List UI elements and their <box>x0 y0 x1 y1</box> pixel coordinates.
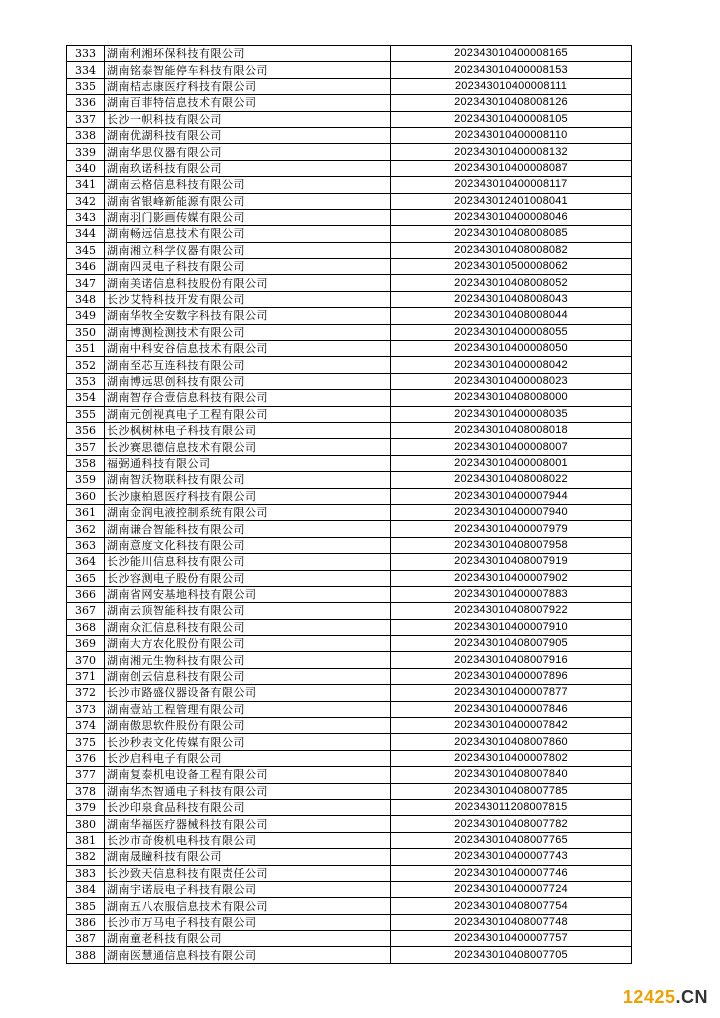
registry-table-body <box>67 46 632 964</box>
row-number: 360 <box>67 488 105 504</box>
company-name: 长沙赛思德信息技术有限公司 <box>105 439 391 455</box>
table-row <box>67 570 632 586</box>
registration-code: 202343010408008022 <box>391 472 632 488</box>
registration-code: 202343010408008000 <box>391 390 632 406</box>
registration-code: 202343012401008041 <box>391 193 632 209</box>
row-number: 354 <box>67 390 105 406</box>
row-number: 348 <box>67 291 105 307</box>
table-row <box>67 636 632 652</box>
row-number: 376 <box>67 750 105 766</box>
watermark-number: 12425 <box>622 987 676 1007</box>
company-name: 长沙印泉食品科技有限公司 <box>105 799 391 815</box>
registration-code: 202343010408008044 <box>391 308 632 324</box>
company-name: 湖南省银峰新能源有限公司 <box>105 193 391 209</box>
row-number: 386 <box>67 914 105 930</box>
row-number: 336 <box>67 95 105 111</box>
registration-code: 202343010500008062 <box>391 259 632 275</box>
registration-code: 202343010400007896 <box>391 668 632 684</box>
company-name: 长沙市奇俊机电科技有限公司 <box>105 832 391 848</box>
registration-code: 202343011208007815 <box>391 799 632 815</box>
registration-code: 202343010400008055 <box>391 324 632 340</box>
company-name: 湖南美诺信息科技股份有限公司 <box>105 275 391 291</box>
company-name: 湖南众汇信息科技有限公司 <box>105 619 391 635</box>
row-number: 344 <box>67 226 105 242</box>
table-row <box>67 816 632 832</box>
table-row <box>67 783 632 799</box>
company-name: 长沙艾特科技开发有限公司 <box>105 291 391 307</box>
row-number: 374 <box>67 718 105 734</box>
table-row <box>67 291 632 307</box>
table-row <box>67 422 632 438</box>
company-name: 湖南中科安谷信息技术有限公司 <box>105 341 391 357</box>
table-row <box>67 881 632 897</box>
table-row <box>67 603 632 619</box>
table-row <box>67 373 632 389</box>
registration-code: 202343010400008165 <box>391 46 632 62</box>
table-row <box>67 718 632 734</box>
table-row <box>67 947 632 963</box>
row-number: 339 <box>67 144 105 160</box>
registration-code: 202343010400007802 <box>391 750 632 766</box>
registration-code: 202343010408007905 <box>391 636 632 652</box>
row-number: 378 <box>67 783 105 799</box>
company-name: 湖南傲思软件股份有限公司 <box>105 718 391 734</box>
company-name: 湖南金润电液控制系统有限公司 <box>105 504 391 520</box>
company-name: 长沙市路盛仪器设备有限公司 <box>105 685 391 701</box>
company-name: 湖南医慧通信息科技有限公司 <box>105 947 391 963</box>
row-number: 359 <box>67 472 105 488</box>
table-row <box>67 799 632 815</box>
table-row <box>67 160 632 176</box>
company-name: 湖南华牧全安数字科技有限公司 <box>105 308 391 324</box>
table-row <box>67 521 632 537</box>
company-name: 湖南晟瞳科技有限公司 <box>105 849 391 865</box>
row-number: 373 <box>67 701 105 717</box>
company-name: 湖南大方农化股份有限公司 <box>105 636 391 652</box>
table-row <box>67 226 632 242</box>
registration-code: 202343010400008046 <box>391 209 632 225</box>
row-number: 356 <box>67 422 105 438</box>
registration-code: 202343010408007782 <box>391 816 632 832</box>
registration-code: 202343010400008110 <box>391 127 632 143</box>
table-row <box>67 849 632 865</box>
row-number: 383 <box>67 865 105 881</box>
company-name: 湖南至芯互连科技有限公司 <box>105 357 391 373</box>
company-name: 湖南羽门影画传媒有限公司 <box>105 209 391 225</box>
row-number: 385 <box>67 898 105 914</box>
company-name: 湖南百菲特信息技术有限公司 <box>105 95 391 111</box>
company-name: 湖南创云信息科技有限公司 <box>105 668 391 684</box>
table-row <box>67 832 632 848</box>
table-row <box>67 865 632 881</box>
company-name: 湖南云格信息科技有限公司 <box>105 177 391 193</box>
registration-code: 202343010408008082 <box>391 242 632 258</box>
row-number: 351 <box>67 341 105 357</box>
registration-code: 202343010408008018 <box>391 422 632 438</box>
table-row <box>67 898 632 914</box>
registration-code: 202343010400007877 <box>391 685 632 701</box>
table-row <box>67 111 632 127</box>
company-name: 湖南玖诺科技有限公司 <box>105 160 391 176</box>
company-name: 湖南利湘环保科技有限公司 <box>105 46 391 62</box>
table-row <box>67 472 632 488</box>
watermark-dot: . <box>675 987 681 1007</box>
registration-code: 202343010408007958 <box>391 537 632 553</box>
row-number: 337 <box>67 111 105 127</box>
company-name: 湖南意度文化科技有限公司 <box>105 537 391 553</box>
row-number: 355 <box>67 406 105 422</box>
table-row <box>67 62 632 78</box>
table-row <box>67 767 632 783</box>
registration-code: 202343010408008043 <box>391 291 632 307</box>
company-name: 长沙一帜科技有限公司 <box>105 111 391 127</box>
registration-code: 202343010408007748 <box>391 914 632 930</box>
registration-code: 202343010400007757 <box>391 931 632 947</box>
table-row <box>67 390 632 406</box>
table-row <box>67 95 632 111</box>
table-row <box>67 701 632 717</box>
row-number: 388 <box>67 947 105 963</box>
company-name: 长沙枫树林电子科技有限公司 <box>105 422 391 438</box>
company-name: 湖南壹站工程管理有限公司 <box>105 701 391 717</box>
company-name: 湖南华福医疗器械科技有限公司 <box>105 816 391 832</box>
row-number: 384 <box>67 881 105 897</box>
registration-code: 202343010400008050 <box>391 341 632 357</box>
row-number: 362 <box>67 521 105 537</box>
registration-code: 202343010408007919 <box>391 554 632 570</box>
registration-code: 202343010400007940 <box>391 504 632 520</box>
table-row <box>67 193 632 209</box>
row-number: 365 <box>67 570 105 586</box>
registration-code: 202343010400007944 <box>391 488 632 504</box>
company-name: 长沙秒表文化传媒有限公司 <box>105 734 391 750</box>
registration-code: 202343010408007840 <box>391 767 632 783</box>
row-number: 379 <box>67 799 105 815</box>
company-name: 湖南湘元生物科技有限公司 <box>105 652 391 668</box>
company-name: 长沙能川信息科技有限公司 <box>105 554 391 570</box>
table-row <box>67 668 632 684</box>
company-name: 湖南复泰机电设备工程有限公司 <box>105 767 391 783</box>
company-name: 湖南宇诺辰电子科技有限公司 <box>105 881 391 897</box>
row-number: 375 <box>67 734 105 750</box>
row-number: 352 <box>67 357 105 373</box>
site-watermark <box>623 987 708 1008</box>
row-number: 358 <box>67 455 105 471</box>
company-name: 湖南湘立科学仪器有限公司 <box>105 242 391 258</box>
registration-code: 202343010408007705 <box>391 947 632 963</box>
row-number: 364 <box>67 554 105 570</box>
row-number: 334 <box>67 62 105 78</box>
table-row <box>67 357 632 373</box>
table-row <box>67 242 632 258</box>
company-name: 湖南智存合壹信息科技有限公司 <box>105 390 391 406</box>
registration-code: 202343010408007785 <box>391 783 632 799</box>
company-name: 湖南智沃物联科技有限公司 <box>105 472 391 488</box>
table-row <box>67 685 632 701</box>
row-number: 343 <box>67 209 105 225</box>
row-number: 335 <box>67 78 105 94</box>
row-number: 368 <box>67 619 105 635</box>
registration-code: 202343010408007860 <box>391 734 632 750</box>
row-number: 380 <box>67 816 105 832</box>
registration-code: 202343010408007765 <box>391 832 632 848</box>
registration-code: 202343010400008132 <box>391 144 632 160</box>
registration-code: 202343010400008105 <box>391 111 632 127</box>
row-number: 333 <box>67 46 105 62</box>
company-name: 福弼通科技有限公司 <box>105 455 391 471</box>
table-row <box>67 406 632 422</box>
registration-code: 202343010400007902 <box>391 570 632 586</box>
company-name: 湖南桔志康医疗科技有限公司 <box>105 78 391 94</box>
row-number: 370 <box>67 652 105 668</box>
company-name: 湖南五八农服信息技术有限公司 <box>105 898 391 914</box>
table-row <box>67 439 632 455</box>
table-row <box>67 586 632 602</box>
row-number: 350 <box>67 324 105 340</box>
company-name: 长沙市万马电子科技有限公司 <box>105 914 391 930</box>
row-number: 377 <box>67 767 105 783</box>
registration-code: 202343010400007846 <box>391 701 632 717</box>
table-row <box>67 144 632 160</box>
table-row <box>67 259 632 275</box>
row-number: 342 <box>67 193 105 209</box>
company-name: 湖南华杰智通电子科技有限公司 <box>105 783 391 799</box>
registration-code: 202343010408007922 <box>391 603 632 619</box>
registration-code: 202343010400008087 <box>391 160 632 176</box>
registration-code: 202343010400007883 <box>391 586 632 602</box>
registration-code: 202343010400007724 <box>391 881 632 897</box>
company-name: 湖南畅远信息技术有限公司 <box>105 226 391 242</box>
company-name: 湖南谦合智能科技有限公司 <box>105 521 391 537</box>
table-row <box>67 78 632 94</box>
table-row <box>67 734 632 750</box>
registration-code: 202343010408008052 <box>391 275 632 291</box>
table-row <box>67 46 632 62</box>
table-row <box>67 209 632 225</box>
row-number: 340 <box>67 160 105 176</box>
company-name: 湖南博测检测技术有限公司 <box>105 324 391 340</box>
row-number: 369 <box>67 636 105 652</box>
registration-code: 202343010408007916 <box>391 652 632 668</box>
company-name: 湖南优湖科技有限公司 <box>105 127 391 143</box>
table-row <box>67 275 632 291</box>
table-row <box>67 619 632 635</box>
registration-code: 202343010400008111 <box>391 78 632 94</box>
row-number: 338 <box>67 127 105 143</box>
table-row <box>67 488 632 504</box>
company-name: 长沙康柏恩医疗科技有限公司 <box>105 488 391 504</box>
registration-code: 202343010400008153 <box>391 62 632 78</box>
registration-code: 202343010400008001 <box>391 455 632 471</box>
table-row <box>67 652 632 668</box>
row-number: 381 <box>67 832 105 848</box>
table-row <box>67 750 632 766</box>
registration-code: 202343010408008085 <box>391 226 632 242</box>
table-row <box>67 127 632 143</box>
row-number: 349 <box>67 308 105 324</box>
company-name: 湖南华思仪器有限公司 <box>105 144 391 160</box>
registration-code: 202343010400008035 <box>391 406 632 422</box>
row-number: 372 <box>67 685 105 701</box>
registration-code: 202343010400007910 <box>391 619 632 635</box>
registration-code: 202343010400007746 <box>391 865 632 881</box>
company-name: 湖南四灵电子科技有限公司 <box>105 259 391 275</box>
table-row <box>67 931 632 947</box>
table-row <box>67 554 632 570</box>
row-number: 341 <box>67 177 105 193</box>
registration-code: 202343010400007743 <box>391 849 632 865</box>
registry-table <box>66 45 632 964</box>
table-row <box>67 324 632 340</box>
row-number: 371 <box>67 668 105 684</box>
table-row <box>67 455 632 471</box>
table-row <box>67 308 632 324</box>
company-name: 长沙致天信息科技有限责任公司 <box>105 865 391 881</box>
table-row <box>67 914 632 930</box>
registration-code: 202343010400007842 <box>391 718 632 734</box>
row-number: 367 <box>67 603 105 619</box>
row-number: 382 <box>67 849 105 865</box>
registration-code: 202343010400008042 <box>391 357 632 373</box>
table-row <box>67 537 632 553</box>
table-row <box>67 341 632 357</box>
registration-code: 202343010408007754 <box>391 898 632 914</box>
company-name: 湖南云顶智能科技有限公司 <box>105 603 391 619</box>
row-number: 387 <box>67 931 105 947</box>
row-number: 366 <box>67 586 105 602</box>
row-number: 346 <box>67 259 105 275</box>
watermark-tld: CN <box>681 987 708 1007</box>
company-name: 湖南省网安基地科技有限公司 <box>105 586 391 602</box>
row-number: 345 <box>67 242 105 258</box>
row-number: 361 <box>67 504 105 520</box>
table-row <box>67 177 632 193</box>
registration-code: 202343010400008117 <box>391 177 632 193</box>
company-name: 湖南童老科技有限公司 <box>105 931 391 947</box>
row-number: 363 <box>67 537 105 553</box>
row-number: 357 <box>67 439 105 455</box>
registration-code: 202343010400008007 <box>391 439 632 455</box>
row-number: 353 <box>67 373 105 389</box>
registration-code: 202343010408008126 <box>391 95 632 111</box>
company-name: 长沙容测电子股份有限公司 <box>105 570 391 586</box>
company-name: 湖南铭泰智能停车科技有限公司 <box>105 62 391 78</box>
registration-code: 202343010400007979 <box>391 521 632 537</box>
company-name: 湖南博远思创科技有限公司 <box>105 373 391 389</box>
company-name: 长沙启科电子有限公司 <box>105 750 391 766</box>
registration-code: 202343010400008023 <box>391 373 632 389</box>
table-row <box>67 504 632 520</box>
row-number: 347 <box>67 275 105 291</box>
company-name: 湖南元创视真电子工程有限公司 <box>105 406 391 422</box>
